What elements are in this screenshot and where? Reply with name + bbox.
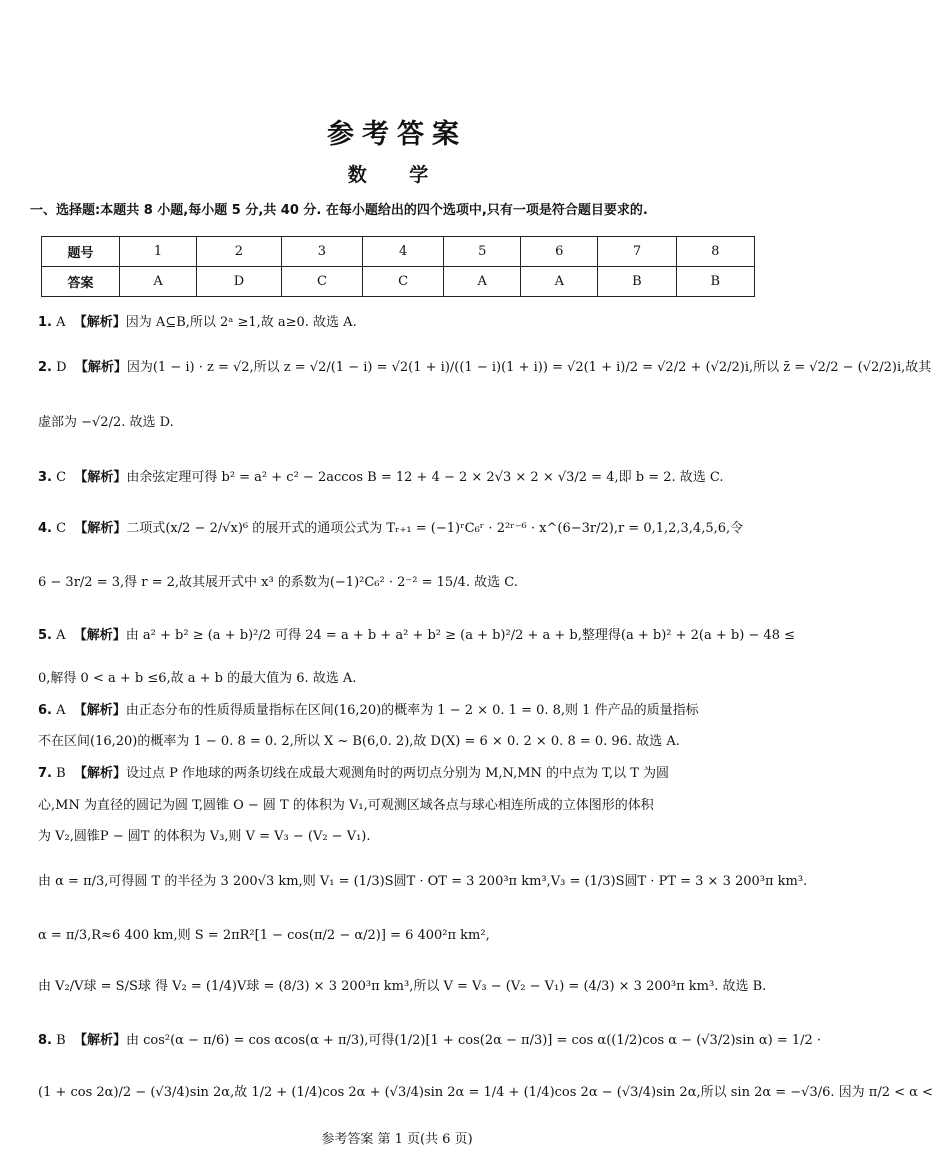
table-cell: 4 xyxy=(363,237,444,267)
solution-6-line-1: 6. A 【解析】由正态分布的性质得质量指标在区间(16,20)的概率为 1 − 2 × 0. 1 = 0. 8,则 1 件产品的质量指标 xyxy=(38,703,699,718)
table-cell: A xyxy=(521,267,598,297)
table-cell: A xyxy=(120,267,197,297)
table-cell: 3 xyxy=(281,237,362,267)
table-row xyxy=(42,267,755,297)
table-cell: A xyxy=(444,267,521,297)
solution-3-line-1: 3. C 【解析】由余弦定理可得 b² = a² + c² − 2accos B = 12 + 4 − 2 × 2√3 × 2 × √3/2 = 4,即 b = 2. 故选 C. xyxy=(38,470,724,485)
solution-7-line-4: 由 α = π/3,可得圆 T 的半径为 3 200√3 km,则 V₁ = (1/3)S圆T · OT = 3 200³π km³,V₃ = (1/3)S圆T · PT = 3 × 3 200³π km³. xyxy=(38,874,808,889)
solution-7-line-3: 为 V₂,圆锥P − 圆T 的体积为 V₃,则 V = V₃ − (V₂ − V₁). xyxy=(38,829,371,844)
page-title: 参考答案 xyxy=(327,119,467,150)
table-cell: 5 xyxy=(444,237,521,267)
solution-4-line-1: 4. C 【解析】二项式(x/2 − 2/√x)⁶ 的展开式的通项公式为 Tᵣ₊₁ = (−1)ʳC₆ʳ · 2²ʳ⁻⁶ · x^(6−3r/2),r = 0,1,2,3,4,5,6,令 xyxy=(38,521,744,536)
table-cell: 2 xyxy=(197,237,282,267)
solution-5-line-1: 5. A 【解析】由 a² + b² ≥ (a + b)²/2 可得 24 = a + b + a² + b² ≥ (a + b)²/2 + a + b,整理得(a + b)² + 2(a + b) − 48 ≤ xyxy=(38,628,795,643)
solution-7-line-5: α = π/3,R≈6 400 km,则 S = 2πR²[1 − cos(π/2 − α/2)] = 6 400²π km², xyxy=(38,928,490,943)
subject-title: 数 学 xyxy=(347,164,447,186)
table-cell: 1 xyxy=(120,237,197,267)
row-label-answer: 答案 xyxy=(42,267,120,297)
solution-2-line-2: 虚部为 −√2/2. 故选 D. xyxy=(38,415,174,430)
solution-6-line-2: 不在区间(16,20)的概率为 1 − 0. 8 = 0. 2,所以 X ~ B(6,0. 2),故 D(X) = 6 × 0. 2 × 0. 8 = 0. 96. 故选 A. xyxy=(38,734,680,749)
section-heading: 一、选择题:本题共 8 小题,每小题 5 分,共 40 分. 在每小题给出的四个选项中,只有一项是符合题目要求的. xyxy=(30,203,648,218)
table-cell: C xyxy=(363,267,444,297)
solution-2-line-1: 2. D 【解析】因为(1 − i) · z = √2,所以 z = √2/(1 − i) = √2(1 + i)/((1 − i)(1 + i)) = √2(1 + i)/2 = √2/2 + (√2/2)i,所以 z̄ = √2/2 − (√2/2)i,故其 xyxy=(38,360,932,375)
solution-1-line-1: 1. A 【解析】因为 A⊆B,所以 2ᵃ ≥1,故 a≥0. 故选 A. xyxy=(38,315,357,330)
table-cell: 6 xyxy=(521,237,598,267)
row-label-number: 题号 xyxy=(42,237,120,267)
table-cell: B xyxy=(676,267,754,297)
solution-4-line-2: 6 − 3r/2 = 3,得 r = 2,故其展开式中 x³ 的系数为(−1)²C₆² · 2⁻² = 15/4. 故选 C. xyxy=(38,575,518,590)
page-footer: 参考答案 第 1 页(共 6 页) xyxy=(321,1132,473,1147)
table-cell: D xyxy=(197,267,282,297)
table-cell: C xyxy=(281,267,362,297)
table-cell: 8 xyxy=(676,237,754,267)
table-cell: 7 xyxy=(598,237,676,267)
solution-7-line-6: 由 V₂/V球 = S/S球 得 V₂ = (1/4)V球 = (8/3) × 3 200³π km³,所以 V = V₃ − (V₂ − V₁) = (4/3) × 3 200³π km³. 故选 B. xyxy=(38,979,767,994)
answer-table xyxy=(41,236,755,297)
solution-8-line-1: 8. B 【解析】由 cos²(α − π/6) = cos αcos(α + π/3),可得(1/2)[1 + cos(2α − π/3)] = cos α((1/2)cos α − (√3/2)sin α) = 1/2 · xyxy=(38,1033,822,1048)
solution-7-line-1: 7. B 【解析】设过点 P 作地球的两条切线在成最大观测角时的两切点分别为 M,N,MN 的中点为 T,以 T 为圆 xyxy=(38,766,670,781)
table-row xyxy=(42,237,755,267)
solution-5-line-2: 0,解得 0 < a + b ≤6,故 a + b 的最大值为 6. 故选 A. xyxy=(38,671,357,686)
solution-8-line-2: (1 + cos 2α)/2 − (√3/4)sin 2α,故 1/2 + (1/4)cos 2α + (√3/4)sin 2α = 1/4 + (1/4)cos 2α − (√3/4)sin 2α,所以 sin 2α = −√3/6. 因为 π/2 < α < xyxy=(38,1085,933,1100)
solution-7-line-2: 心,MN 为直径的圆记为圆 T,圆锥 O − 圆 T 的体积为 V₁,可观测区域各点与球心相连所成的立体图形的体积 xyxy=(38,798,654,813)
table-cell: B xyxy=(598,267,676,297)
